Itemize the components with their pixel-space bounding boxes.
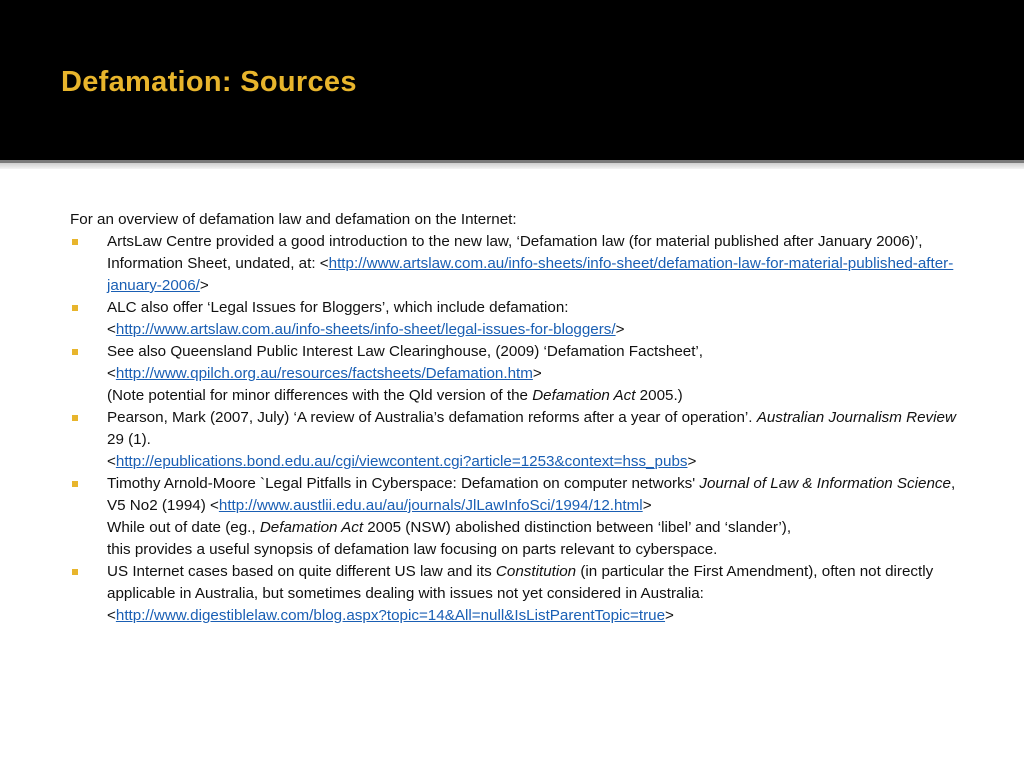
divider-light: [0, 163, 1024, 169]
slide-title: Defamation: Sources: [61, 66, 357, 98]
square-bullet-icon: [72, 349, 78, 355]
title-band: [0, 0, 1024, 160]
digestiblelaw-link[interactable]: http://www.digestiblelaw.com/blog.aspx?topic=14&All=null&IsListParentTopic=true: [115, 607, 666, 624]
list-item: Timothy Arnold-Moore `Legal Pitfalls in Cyberspace: Defamation on computer networks' Journal of Law & Information Science, V5 No2 (1994) <http://www.austlii.edu.au/au/journals/JlLawInfoSci/1994/12.html> While out of date (eg., Defamation Act 2005 (NSW) abolished distinction between ‘libel’ and ‘slander’), this provides a useful synopsis of defamation law focusing on parts relevant to cyberspace.: [70, 473, 960, 561]
list-item: See also Queensland Public Interest Law Clearinghouse, (2009) ‘Defamation Factsheet’, <http://www.qpilch.org.au/resources/factsheets/Defamation.htm> (Note potential for minor differences with the Qld version of the Defamation Act 2005.): [70, 341, 960, 407]
square-bullet-icon: [72, 415, 78, 421]
square-bullet-icon: [72, 569, 78, 575]
artslaw-bloggers-link[interactable]: http://www.artslaw.com.au/info-sheets/info-sheet/legal-issues-for-bloggers/: [115, 321, 616, 338]
austlii-journal-link[interactable]: http://www.austlii.edu.au/au/journals/JlLawInfoSci/1994/12.html: [218, 497, 643, 514]
list-item: Pearson, Mark (2007, July) ‘A review of Australia’s defamation reforms after a year of operation’. Australian Journalism Review 29 (1). <http://epublications.bond.edu.au/cgi/viewcontent.cgi?article=1253&context=hss_pubs>: [70, 407, 960, 473]
source-list: [70, 231, 960, 627]
list-item: US Internet cases based on quite different US law and its Constitution (in particular the First Amendment), often not directly applicable in Australia, but sometimes dealing with issues not yet considered in Australia: <http://www.digestiblelaw.com/blog.aspx?topic=14&All=null&IsListParentTopic=true>: [70, 561, 960, 627]
list-item: ArtsLaw Centre provided a good introduction to the new law, ‘Defamation law (for material published after January 2006)’, Information Sheet, undated, at: <http://www.artslaw.com.au/info-sheets/info-sheet/defamation-law-for-material-published-after-january-2006/>: [70, 231, 960, 297]
artslaw-defamation-link[interactable]: http://www.artslaw.com.au/info-sheets/info-sheet/defamation-law-for-material-published-after-january-2006/: [107, 255, 954, 294]
square-bullet-icon: [72, 481, 78, 487]
square-bullet-icon: [72, 305, 78, 311]
intro-text: For an overview of defamation law and defamation on the Internet:: [70, 211, 517, 228]
slide-body: [70, 209, 960, 627]
list-item: ALC also offer ‘Legal Issues for Bloggers’, which include defamation: <http://www.artslaw.com.au/info-sheets/info-sheet/legal-issues-for-bloggers/>: [70, 297, 960, 341]
square-bullet-icon: [72, 239, 78, 245]
bond-epublications-link[interactable]: http://epublications.bond.edu.au/cgi/viewcontent.cgi?article=1253&context=hss_pubs: [115, 453, 688, 470]
qpilch-factsheet-link[interactable]: http://www.qpilch.org.au/resources/factsheets/Defamation.htm: [115, 365, 533, 382]
